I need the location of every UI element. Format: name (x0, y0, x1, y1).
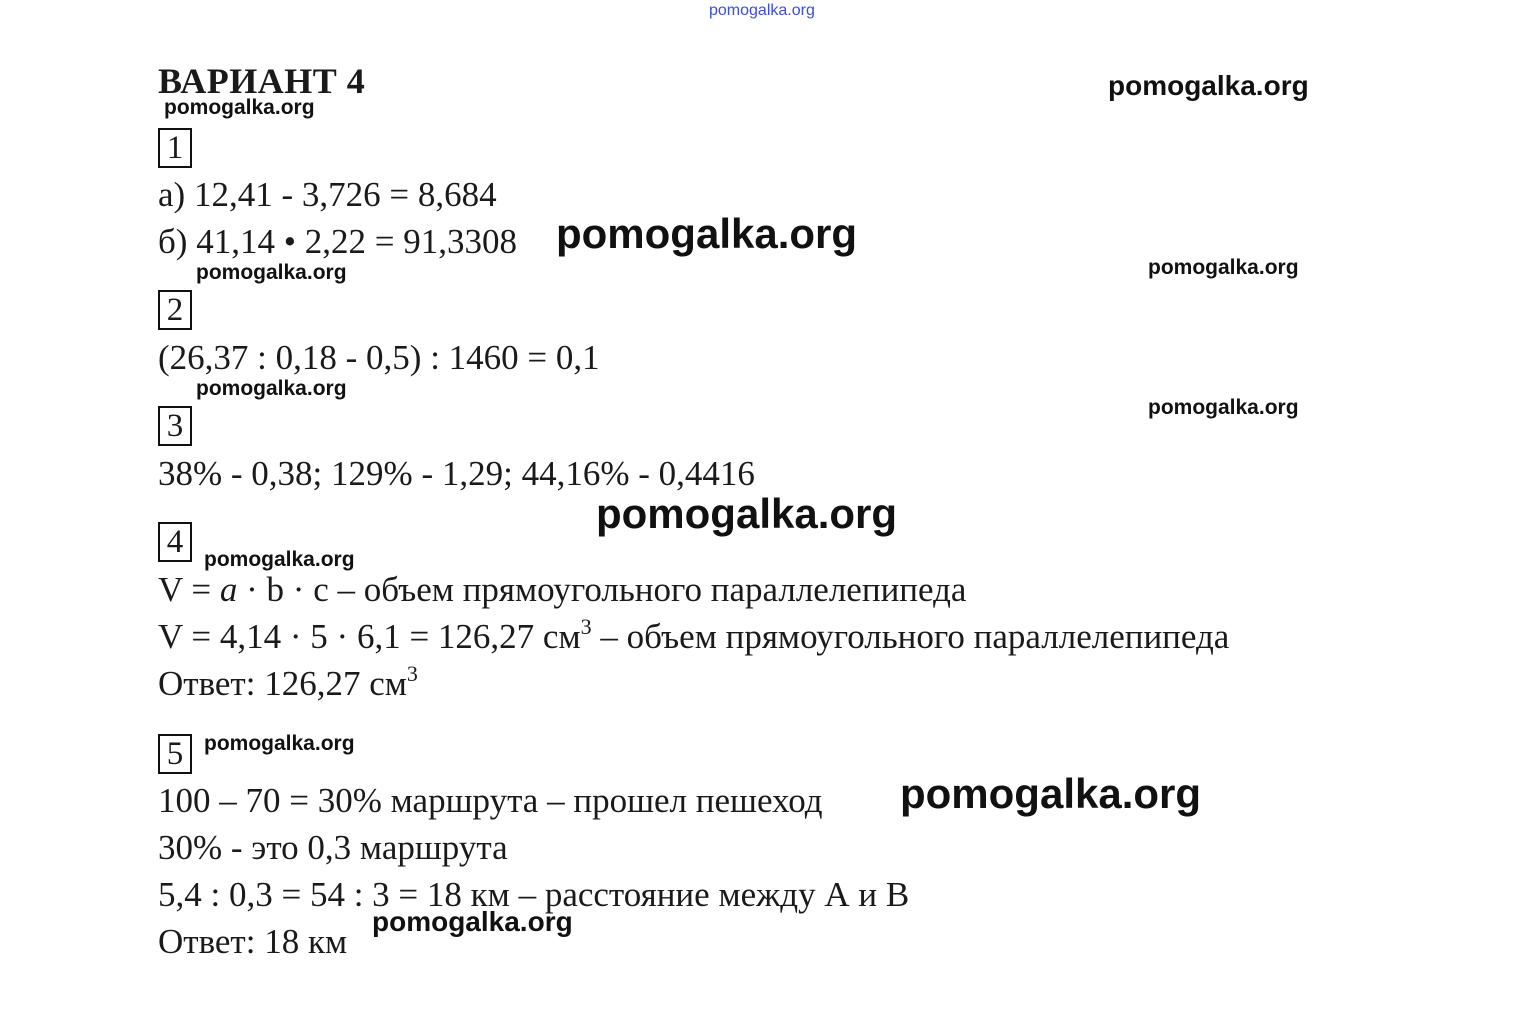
watermark: pomogalka.org (204, 548, 355, 571)
watermark: pomogalka.org (1148, 256, 1299, 279)
watermark: pomogalka.org (1148, 396, 1299, 419)
task-line (158, 614, 1230, 657)
watermark: pomogalka.org (556, 210, 858, 257)
watermark: pomogalka.org (1108, 70, 1309, 101)
task-line: 30% - это 0,3 маршрута (158, 828, 508, 867)
task-number-box: 5 (158, 734, 192, 774)
task-line: 5,4 : 0,3 = 54 : 3 = 18 км – расстояние между А и В (158, 875, 910, 914)
superscript: 3 (406, 661, 418, 686)
task-number-box: 1 (158, 128, 192, 168)
watermark: pomogalka.org (900, 770, 1202, 817)
task-line (158, 570, 966, 610)
superscript: 3 (580, 614, 592, 639)
task-line: 100 – 70 = 30% маршрута – прошел пешеход (158, 781, 823, 820)
task-number-box: 4 (158, 522, 192, 562)
watermark: pomogalka.org (596, 490, 898, 537)
watermark: pomogalka.org (196, 261, 347, 284)
task-line: б) 41,14 • 2,22 = 91,3308 (158, 222, 517, 261)
watermark: pomogalka.org (204, 732, 355, 755)
formula-prefix: V = (158, 570, 220, 609)
formula-main: V = 4,14 · 5 · 6,1 = 126,27 см (158, 617, 581, 656)
task-number-box: 2 (158, 290, 192, 330)
answer-text: Ответ: 126,27 см (158, 664, 407, 703)
formula-variable: a (219, 570, 238, 609)
answer-line: Ответ: 18 км (158, 922, 348, 961)
answer-line (158, 661, 418, 704)
task-line: 38% - 0,38; 129% - 1,29; 44,16% - 0,4416 (158, 454, 755, 493)
top-watermark: pomogalka.org (709, 2, 815, 19)
task-number-box: 3 (158, 406, 192, 446)
formula-rest: · b · c – объем прямоугольного параллелепипеда (237, 570, 967, 609)
watermark: pomogalka.org (164, 96, 315, 119)
task-line: а) 12,41 - 3,726 = 8,684 (158, 175, 497, 214)
task-line: (26,37 : 0,18 - 0,5) : 1460 = 0,1 (158, 338, 600, 377)
watermark: pomogalka.org (372, 906, 573, 937)
page-title: ВАРИАНТ 4 (158, 61, 366, 101)
watermark: pomogalka.org (196, 377, 347, 400)
formula-tail: – объем прямоугольного параллелепипеда (591, 617, 1230, 656)
